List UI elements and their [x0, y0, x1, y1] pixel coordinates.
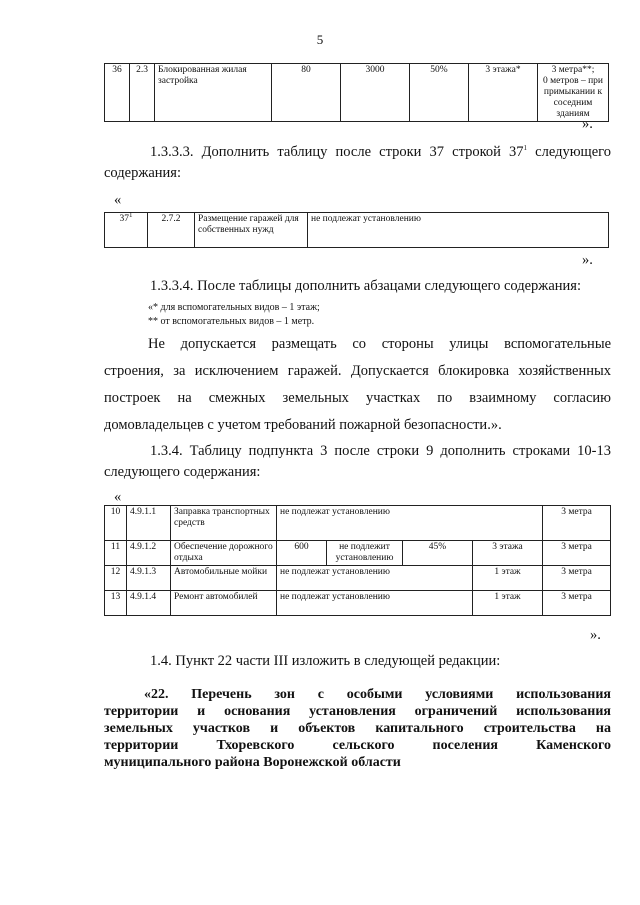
opening-quote-2: «	[114, 489, 122, 505]
heading-line: земельных участков и объектов капитального строительства на	[104, 721, 611, 736]
para-line: Не допускается размещать со стороны улицы вспомогательные	[148, 336, 611, 352]
cell-value: не подлежат установлению	[308, 213, 609, 248]
main-paragraph	[104, 331, 611, 439]
cell-min-area: 80	[272, 64, 341, 122]
table-row-37-1	[104, 212, 609, 248]
table-row: 13 4.9.1.4 Ремонт автомобилей не подлежат установлению 1 этаж 3 метра	[105, 591, 611, 616]
paragraph-1333: 1.3.3.3. Дополнить таблицу после строки 37 строкой $37^1$ следующего	[150, 144, 611, 160]
table-row: 12 4.9.1.3 Автомобильные мойки не подлежат установлению 1 этаж 3 метра	[105, 566, 611, 591]
para-line: строения, за исключением гаражей. Допускается блокировка хозяйственных	[104, 363, 611, 379]
closing-quote-2: ».	[582, 252, 593, 268]
paragraph-1334: 1.3.3.4. После таблицы дополнить абзацами следующего содержания:	[150, 278, 581, 294]
heading-line: территории и основания установления ограничений использования	[104, 704, 611, 719]
cell-num: 36	[105, 64, 130, 122]
paragraph-14: 1.4. Пункт 22 части III изложить в следующей редакции:	[150, 653, 501, 669]
table-rows-10-13	[104, 505, 611, 616]
heading-line: муниципального района Воронежской области	[104, 755, 401, 770]
paragraph-134-cont: следующего содержания:	[104, 464, 261, 480]
para-line: домовладельцев с учетом требований пожарной безопасности.».	[104, 417, 502, 433]
paragraph-134: 1.3.4. Таблицу подпункта 3 после строки 9 дополнить строками 10-13	[150, 443, 611, 459]
cell-floors: 3 этажа*	[469, 64, 538, 122]
cell-code: 2.7.2	[148, 213, 195, 248]
para-line: построек на смежных земельных участках по взаимному согласию	[104, 390, 611, 406]
cell-num: $37^1$	[105, 213, 148, 248]
cell-max-area: 3000	[341, 64, 410, 122]
opening-quote-1: «	[114, 192, 122, 208]
cell-name: Блокированная жилая застройка	[155, 64, 272, 122]
table-row: 11 4.9.1.2 Обеспечение дорожного отдыха 600 не подлежит установлению 45% 3 этажа 3 метра	[105, 541, 611, 566]
heading-line: территории Тхоревского сельского поселения Каменского	[104, 738, 611, 753]
cell-setback: 3 метра**; 0 метров – при примыкании к соседним зданиям	[538, 64, 609, 122]
section-heading-22	[104, 686, 611, 771]
cell-name: Размещение гаражей для собственных нужд	[195, 213, 308, 248]
table-row: 10 4.9.1.1 Заправка транспортных средств не подлежат установлению 3 метра	[105, 506, 611, 541]
note-2: ** от вспомогательных видов – 1 метр.	[148, 316, 315, 327]
page-number: 5	[316, 32, 324, 47]
closing-quote-3: ».	[590, 627, 601, 643]
note-1: «* для вспомогательных видов – 1 этаж;	[148, 302, 320, 313]
paragraph-1333-cont: содержания:	[104, 165, 182, 181]
cell-code: 2.3	[130, 64, 155, 122]
heading-line: «22. Перечень зон с особыми условиями использования	[144, 687, 611, 702]
cell-percent: 50%	[410, 64, 469, 122]
table-row-36	[104, 63, 609, 122]
closing-quote-1: ».	[582, 116, 593, 132]
